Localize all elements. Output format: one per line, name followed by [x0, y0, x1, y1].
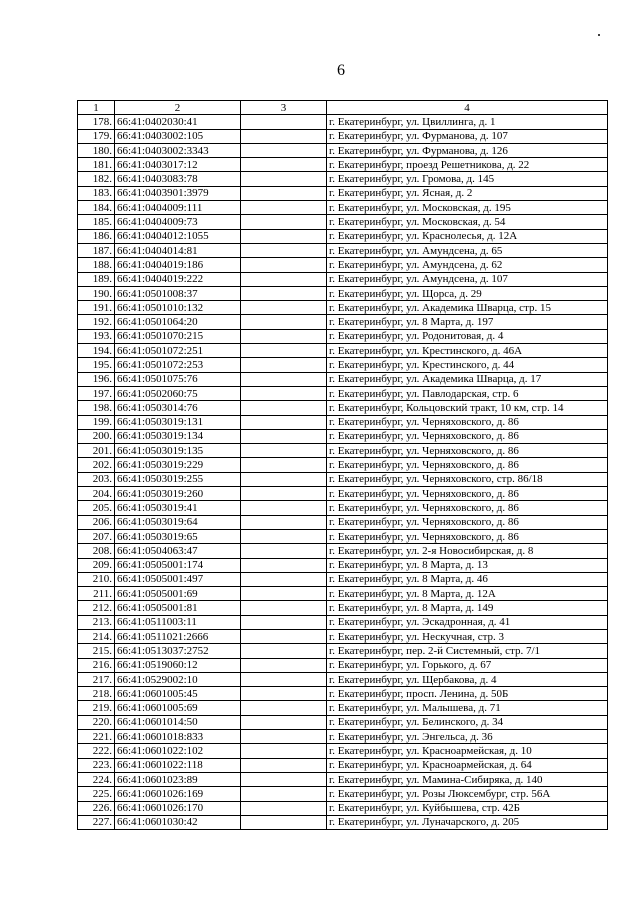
table-row — [78, 358, 608, 372]
address: г. Екатеринбург, ул. Московская, д. 195 — [327, 201, 608, 215]
page-number: 6 — [337, 62, 345, 79]
scan-speck — [598, 34, 600, 36]
row-number: 193. — [78, 329, 115, 343]
table-row — [78, 201, 608, 215]
column-3-cell — [241, 472, 327, 486]
table-row — [78, 629, 608, 643]
row-number: 187. — [78, 243, 115, 257]
table-row — [78, 372, 608, 386]
header-row — [78, 101, 608, 115]
column-3-cell — [241, 758, 327, 772]
row-number: 185. — [78, 215, 115, 229]
row-number: 218. — [78, 687, 115, 701]
cadastral-number: 66:41:0501070:215 — [115, 329, 241, 343]
cadastral-number: 66:41:0601014:50 — [115, 715, 241, 729]
address: г. Екатеринбург, ул. Московская, д. 54 — [327, 215, 608, 229]
table-row — [78, 386, 608, 400]
row-number: 222. — [78, 744, 115, 758]
row-number: 205. — [78, 501, 115, 515]
address: г. Екатеринбург, ул. Цвиллинга, д. 1 — [327, 115, 608, 129]
cadastral-number: 66:41:0511021:2666 — [115, 629, 241, 643]
column-3-cell — [241, 772, 327, 786]
row-number: 223. — [78, 758, 115, 772]
cadastral-number: 66:41:0601018:833 — [115, 730, 241, 744]
row-number: 195. — [78, 358, 115, 372]
cadastral-number: 66:41:0511003:11 — [115, 615, 241, 629]
row-number: 179. — [78, 129, 115, 143]
cadastral-number: 66:41:0502060:75 — [115, 386, 241, 400]
address: г. Екатеринбург, ул. Черняховского, д. 86 — [327, 458, 608, 472]
column-3-cell — [241, 558, 327, 572]
row-number: 178. — [78, 115, 115, 129]
table-row — [78, 487, 608, 501]
address: г. Екатеринбург, ул. Громова, д. 145 — [327, 172, 608, 186]
column-3-cell — [241, 286, 327, 300]
row-number: 183. — [78, 186, 115, 200]
table-row — [78, 229, 608, 243]
cadastral-number: 66:41:0404009:73 — [115, 215, 241, 229]
cadastral-number: 66:41:0404012:1055 — [115, 229, 241, 243]
table-row — [78, 344, 608, 358]
cadastral-number: 66:41:0503019:135 — [115, 444, 241, 458]
address: г. Екатеринбург, ул. Павлодарская, стр. 6 — [327, 386, 608, 400]
cadastral-number: 66:41:0601022:118 — [115, 758, 241, 772]
address: г. Екатеринбург, ул. Амундсена, д. 107 — [327, 272, 608, 286]
address: г. Екатеринбург, ул. Горького, д. 67 — [327, 658, 608, 672]
column-3-cell — [241, 186, 327, 200]
table-row — [78, 644, 608, 658]
cadastral-number: 66:41:0505001:174 — [115, 558, 241, 572]
row-number: 200. — [78, 429, 115, 443]
row-number: 181. — [78, 158, 115, 172]
cadastral-number: 66:41:0601005:45 — [115, 687, 241, 701]
table-row — [78, 715, 608, 729]
column-3-cell — [241, 143, 327, 157]
cadastral-number: 66:41:0529002:10 — [115, 672, 241, 686]
address: г. Екатеринбург, Кольцовский тракт, 10 км, стр. 14 — [327, 401, 608, 415]
column-3-cell — [241, 215, 327, 229]
address: г. Екатеринбург, ул. 8 Марта, д. 12А — [327, 587, 608, 601]
address: г. Екатеринбург, ул. Красноармейская, д. 64 — [327, 758, 608, 772]
address: г. Екатеринбург, ул. Луначарского, д. 205 — [327, 815, 608, 829]
cadastral-number: 66:41:0505001:81 — [115, 601, 241, 615]
row-number: 212. — [78, 601, 115, 615]
cadastral-number: 66:41:0501075:76 — [115, 372, 241, 386]
column-3-cell — [241, 515, 327, 529]
cadastral-number: 66:41:0503019:41 — [115, 501, 241, 515]
table-row — [78, 401, 608, 415]
cadastral-number: 66:41:0403017:12 — [115, 158, 241, 172]
column-3-cell — [241, 172, 327, 186]
table-row — [78, 129, 608, 143]
column-3-cell — [241, 272, 327, 286]
cadastral-number: 66:41:0505001:497 — [115, 572, 241, 586]
table-row — [78, 215, 608, 229]
row-number: 225. — [78, 787, 115, 801]
address: г. Екатеринбург, ул. Черняховского, стр. 86/18 — [327, 472, 608, 486]
table-row — [78, 501, 608, 515]
row-number: 209. — [78, 558, 115, 572]
address: г. Екатеринбург, ул. Ясная, д. 2 — [327, 186, 608, 200]
table-row — [78, 329, 608, 343]
column-3-cell — [241, 115, 327, 129]
cadastral-number: 66:41:0501008:37 — [115, 286, 241, 300]
column-3-cell — [241, 715, 327, 729]
column-3-cell — [241, 329, 327, 343]
column-header-4: 4 — [327, 101, 608, 115]
cadastral-number: 66:41:0503019:64 — [115, 515, 241, 529]
address: г. Екатеринбург, ул. Черняховского, д. 86 — [327, 429, 608, 443]
row-number: 227. — [78, 815, 115, 829]
address: г. Екатеринбург, ул. Нескучная, стр. 3 — [327, 629, 608, 643]
cadastral-number: 66:41:0505001:69 — [115, 587, 241, 601]
column-3-cell — [241, 701, 327, 715]
column-3-cell — [241, 458, 327, 472]
table-row — [78, 815, 608, 829]
row-number: 188. — [78, 258, 115, 272]
address: г. Екатеринбург, проезд Решетникова, д. 22 — [327, 158, 608, 172]
address: г. Екатеринбург, ул. 8 Марта, д. 46 — [327, 572, 608, 586]
row-number: 211. — [78, 587, 115, 601]
address: г. Екатеринбург, ул. Краснолесья, д. 12А — [327, 229, 608, 243]
address: г. Екатеринбург, ул. Черняховского, д. 86 — [327, 515, 608, 529]
column-3-cell — [241, 372, 327, 386]
table-row — [78, 272, 608, 286]
column-3-cell — [241, 401, 327, 415]
table-row — [78, 115, 608, 129]
table-row — [78, 587, 608, 601]
table-row — [78, 515, 608, 529]
table-row — [78, 701, 608, 715]
row-number: 198. — [78, 401, 115, 415]
address: г. Екатеринбург, ул. Черняховского, д. 86 — [327, 444, 608, 458]
table-row — [78, 315, 608, 329]
row-number: 194. — [78, 344, 115, 358]
address: г. Екатеринбург, ул. Эскадронная, д. 41 — [327, 615, 608, 629]
row-number: 206. — [78, 515, 115, 529]
cadastral-number: 66:41:0504063:47 — [115, 544, 241, 558]
table-row — [78, 415, 608, 429]
cadastral-number: 66:41:0601026:170 — [115, 801, 241, 815]
table-row — [78, 758, 608, 772]
address: г. Екатеринбург, ул. Энгельса, д. 36 — [327, 730, 608, 744]
table-row — [78, 186, 608, 200]
column-3-cell — [241, 158, 327, 172]
row-number: 214. — [78, 629, 115, 643]
column-3-cell — [241, 129, 327, 143]
table-row — [78, 258, 608, 272]
table-row — [78, 301, 608, 315]
row-number: 224. — [78, 772, 115, 786]
column-3-cell — [241, 601, 327, 615]
table-row — [78, 744, 608, 758]
address: г. Екатеринбург, ул. Куйбышева, стр. 42Б — [327, 801, 608, 815]
row-number: 221. — [78, 730, 115, 744]
row-number: 215. — [78, 644, 115, 658]
table-row — [78, 572, 608, 586]
row-number: 202. — [78, 458, 115, 472]
row-number: 217. — [78, 672, 115, 686]
address: г. Екатеринбург, ул. Белинского, д. 34 — [327, 715, 608, 729]
column-3-cell — [241, 815, 327, 829]
row-number: 189. — [78, 272, 115, 286]
cadastral-number: 66:41:0503019:229 — [115, 458, 241, 472]
row-number: 186. — [78, 229, 115, 243]
row-number: 201. — [78, 444, 115, 458]
address: г. Екатеринбург, ул. Розы Люксембург, стр. 56А — [327, 787, 608, 801]
column-3-cell — [241, 787, 327, 801]
cadastral-number: 66:41:0601026:169 — [115, 787, 241, 801]
table-row — [78, 658, 608, 672]
column-3-cell — [241, 644, 327, 658]
column-3-cell — [241, 444, 327, 458]
cadastral-number: 66:41:0403083:78 — [115, 172, 241, 186]
column-3-cell — [241, 572, 327, 586]
table-body — [78, 115, 608, 830]
row-number: 190. — [78, 286, 115, 300]
column-3-cell — [241, 587, 327, 601]
column-3-cell — [241, 415, 327, 429]
column-3-cell — [241, 487, 327, 501]
cadastral-number: 66:41:0503019:134 — [115, 429, 241, 443]
column-header-2: 2 — [115, 101, 241, 115]
address: г. Екатеринбург, ул. Малышева, д. 71 — [327, 701, 608, 715]
cadastral-number: 66:41:0601030:42 — [115, 815, 241, 829]
row-number: 210. — [78, 572, 115, 586]
cadastral-number: 66:41:0601023:89 — [115, 772, 241, 786]
column-3-cell — [241, 544, 327, 558]
address: г. Екатеринбург, ул. Черняховского, д. 86 — [327, 501, 608, 515]
table-row — [78, 687, 608, 701]
address: г. Екатеринбург, ул. Крестинского, д. 44 — [327, 358, 608, 372]
address: г. Екатеринбург, ул. Черняховского, д. 86 — [327, 487, 608, 501]
address: г. Екатеринбург, ул. Фурманова, д. 126 — [327, 143, 608, 157]
column-header-3: 3 — [241, 101, 327, 115]
address: г. Екатеринбург, ул. Красноармейская, д. 10 — [327, 744, 608, 758]
table-row — [78, 730, 608, 744]
address: г. Екатеринбург, ул. Черняховского, д. 86 — [327, 529, 608, 543]
cadastral-number: 66:41:0519060:12 — [115, 658, 241, 672]
column-3-cell — [241, 201, 327, 215]
address: г. Екатеринбург, ул. 8 Марта, д. 149 — [327, 601, 608, 615]
row-number: 199. — [78, 415, 115, 429]
row-number: 203. — [78, 472, 115, 486]
address: г. Екатеринбург, ул. Черняховского, д. 86 — [327, 415, 608, 429]
column-3-cell — [241, 730, 327, 744]
table-row — [78, 158, 608, 172]
column-3-cell — [241, 672, 327, 686]
table-row — [78, 429, 608, 443]
cadastral-number: 66:41:0402030:41 — [115, 115, 241, 129]
column-3-cell — [241, 529, 327, 543]
column-3-cell — [241, 658, 327, 672]
column-3-cell — [241, 315, 327, 329]
row-number: 216. — [78, 658, 115, 672]
column-3-cell — [241, 744, 327, 758]
column-3-cell — [241, 429, 327, 443]
address: г. Екатеринбург, ул. Фурманова, д. 107 — [327, 129, 608, 143]
row-number: 204. — [78, 487, 115, 501]
column-3-cell — [241, 258, 327, 272]
table-row — [78, 601, 608, 615]
table-row — [78, 772, 608, 786]
column-3-cell — [241, 301, 327, 315]
column-3-cell — [241, 386, 327, 400]
cadastral-number: 66:41:0403002:105 — [115, 129, 241, 143]
address: г. Екатеринбург, ул. 2-я Новосибирская, д. 8 — [327, 544, 608, 558]
column-3-cell — [241, 629, 327, 643]
address: г. Екатеринбург, ул. Амундсена, д. 65 — [327, 243, 608, 257]
registry-table — [77, 100, 608, 830]
cadastral-number: 66:41:0404019:222 — [115, 272, 241, 286]
row-number: 192. — [78, 315, 115, 329]
address: г. Екатеринбург, пер. 2-й Системный, стр. 7/1 — [327, 644, 608, 658]
row-number: 182. — [78, 172, 115, 186]
address: г. Екатеринбург, ул. 8 Марта, д. 197 — [327, 315, 608, 329]
column-header-1: 1 — [78, 101, 115, 115]
cadastral-number: 66:41:0513037:2752 — [115, 644, 241, 658]
cadastral-number: 66:41:0601022:102 — [115, 744, 241, 758]
row-number: 197. — [78, 386, 115, 400]
cadastral-number: 66:41:0404014:81 — [115, 243, 241, 257]
row-number: 207. — [78, 529, 115, 543]
column-3-cell — [241, 801, 327, 815]
address: г. Екатеринбург, ул. Амундсена, д. 62 — [327, 258, 608, 272]
address: г. Екатеринбург, ул. Крестинского, д. 46А — [327, 344, 608, 358]
address: г. Екатеринбург, ул. Академика Шварца, д. 17 — [327, 372, 608, 386]
row-number: 191. — [78, 301, 115, 315]
table-row — [78, 458, 608, 472]
cadastral-number: 66:41:0503019:255 — [115, 472, 241, 486]
cadastral-number: 66:41:0503014:76 — [115, 401, 241, 415]
cadastral-number: 66:41:0404009:111 — [115, 201, 241, 215]
row-number: 184. — [78, 201, 115, 215]
table-row — [78, 529, 608, 543]
column-3-cell — [241, 243, 327, 257]
address: г. Екатеринбург, ул. Мамина-Сибиряка, д. 140 — [327, 772, 608, 786]
row-number: 226. — [78, 801, 115, 815]
row-number: 180. — [78, 143, 115, 157]
table-row — [78, 472, 608, 486]
row-number: 208. — [78, 544, 115, 558]
address: г. Екатеринбург, ул. 8 Марта, д. 13 — [327, 558, 608, 572]
table-row — [78, 615, 608, 629]
cadastral-number: 66:41:0403002:3343 — [115, 143, 241, 157]
row-number: 220. — [78, 715, 115, 729]
row-number: 219. — [78, 701, 115, 715]
table-row — [78, 801, 608, 815]
table-row — [78, 172, 608, 186]
table-row — [78, 787, 608, 801]
table-row — [78, 143, 608, 157]
cadastral-number: 66:41:0501072:251 — [115, 344, 241, 358]
cadastral-number: 66:41:0503019:65 — [115, 529, 241, 543]
cadastral-number: 66:41:0601005:69 — [115, 701, 241, 715]
address: г. Екатеринбург, ул. Родонитовая, д. 4 — [327, 329, 608, 343]
column-3-cell — [241, 501, 327, 515]
cadastral-number: 66:41:0501072:253 — [115, 358, 241, 372]
column-3-cell — [241, 615, 327, 629]
table-row — [78, 286, 608, 300]
address: г. Екатеринбург, ул. Академика Шварца, стр. 15 — [327, 301, 608, 315]
cadastral-number: 66:41:0404019:186 — [115, 258, 241, 272]
column-3-cell — [241, 229, 327, 243]
address: г. Екатеринбург, просп. Ленина, д. 50Б — [327, 687, 608, 701]
cadastral-number: 66:41:0503019:260 — [115, 487, 241, 501]
row-number: 196. — [78, 372, 115, 386]
column-3-cell — [241, 358, 327, 372]
cadastral-number: 66:41:0503019:131 — [115, 415, 241, 429]
column-3-cell — [241, 687, 327, 701]
table-row — [78, 558, 608, 572]
address: г. Екатеринбург, ул. Щербакова, д. 4 — [327, 672, 608, 686]
table-row — [78, 672, 608, 686]
cadastral-number: 66:41:0501064:20 — [115, 315, 241, 329]
cadastral-number: 66:41:0403901:3979 — [115, 186, 241, 200]
table-row — [78, 444, 608, 458]
row-number: 213. — [78, 615, 115, 629]
address: г. Екатеринбург, ул. Щорса, д. 29 — [327, 286, 608, 300]
table-row — [78, 243, 608, 257]
table-row — [78, 544, 608, 558]
column-3-cell — [241, 344, 327, 358]
cadastral-number: 66:41:0501010:132 — [115, 301, 241, 315]
